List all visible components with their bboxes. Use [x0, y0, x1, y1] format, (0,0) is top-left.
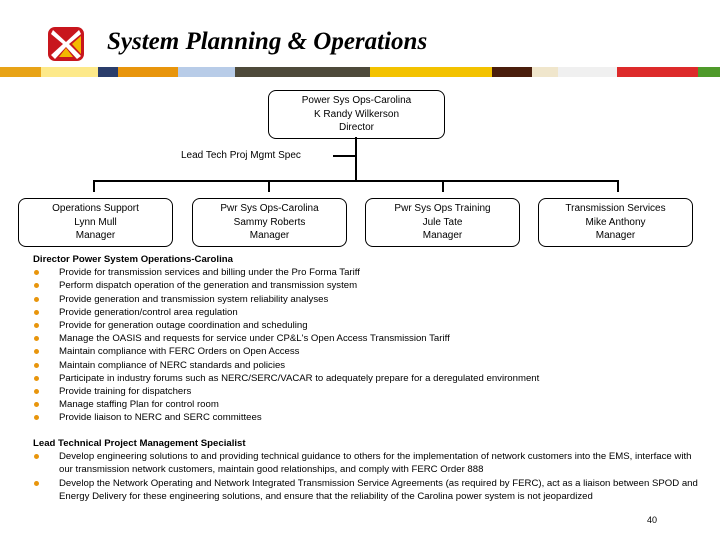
color-bar-segment: [41, 67, 98, 77]
page-title: System Planning & Operations: [107, 28, 428, 55]
bullet-item: Provide generation/control area regulation: [33, 306, 698, 319]
bullet-item: Provide generation and transmission system reliability analyses: [33, 293, 698, 306]
org-box-director: [268, 90, 445, 139]
color-bar-segment: [558, 67, 617, 77]
bullet-item: Maintain compliance of NERC standards and policies: [33, 359, 698, 372]
connector-line: [268, 180, 270, 192]
org-box-line: Lynn Mull: [74, 216, 117, 228]
connector-line: [333, 155, 356, 157]
bullet-item: Provide liaison to NERC and SERC committees: [33, 411, 698, 424]
org-box-line: Transmission Services: [565, 203, 666, 215]
section-heading: Lead Technical Project Management Specialist: [33, 438, 246, 449]
org-box-line: K Randy Wilkerson: [313, 108, 400, 120]
bullet-item: Perform dispatch operation of the generation and transmission system: [33, 279, 698, 292]
color-bar-segment: [178, 67, 235, 77]
bullet-item: Manage the OASIS and requests for service under CP&L's Open Access Transmission Tariff: [33, 332, 698, 345]
bullet-item: Provide training for dispatchers: [33, 385, 698, 398]
color-bar-segment: [118, 67, 178, 77]
color-bar: [0, 67, 720, 77]
color-bar-segment: [698, 67, 720, 77]
bullet-item: Participate in industry forums such as NERC/SERC/VACAR to adequately prepare for a deregulated environment: [33, 372, 698, 385]
org-box-line: Manager: [422, 230, 463, 242]
connector-line: [93, 180, 619, 182]
org-box-manager: [365, 198, 520, 247]
color-bar-segment: [0, 67, 41, 77]
section-heading: Director Power System Operations-Carolina: [33, 254, 233, 265]
org-box-manager: [538, 198, 693, 247]
bullet-item: Develop the Network Operating and Network Integrated Transmission Service Agreements (as required by FERC), act as a liaison between SPOD and Energy Delivery for these engineering solutions, and ensure that the reliability of the Carolina power system is not jeopardized: [33, 477, 698, 503]
director-section: [33, 253, 698, 425]
connector-line: [617, 180, 619, 192]
connector-line: [93, 180, 95, 192]
org-box-line: Power Sys Ops-Carolina: [301, 95, 412, 107]
org-box-manager: [18, 198, 173, 247]
color-bar-segment: [235, 67, 370, 77]
org-box-line: Mike Anthony: [585, 216, 646, 228]
org-box-line: Manager: [75, 230, 116, 242]
org-box-line: Pwr Sys Ops-Carolina: [220, 203, 319, 215]
bullet-item: Develop engineering solutions to and providing technical guidance to others for the implementation of network customers into the EMS, interface with our transmission network customers, maintain good relationships, and comply with FERC Order 888: [33, 450, 698, 476]
bullet-item: Provide for transmission services and billing under the Pro Forma Tariff: [33, 266, 698, 279]
connector-line: [355, 137, 357, 182]
org-box-line: Pwr Sys Ops Training: [394, 203, 491, 215]
org-box-line: Sammy Roberts: [233, 216, 306, 228]
org-box-line: Jule Tate: [422, 216, 463, 228]
org-box-line: Operations Support: [52, 203, 139, 215]
lead-spec-section: [33, 437, 698, 503]
color-bar-segment: [617, 67, 698, 77]
staff-position: Lead Tech Proj Mgmt Spec: [181, 150, 301, 161]
org-box-line: Director: [338, 122, 374, 134]
org-box-manager: [192, 198, 347, 247]
bullet-item: Provide for generation outage coordination and scheduling: [33, 319, 698, 332]
color-bar-segment: [492, 67, 532, 77]
bullet-item: Manage staffing Plan for control room: [33, 398, 698, 411]
org-box-line: Manager: [595, 230, 636, 242]
color-bar-segment: [98, 67, 118, 77]
color-bar-segment: [532, 67, 558, 77]
company-logo: [47, 26, 85, 62]
connector-line: [442, 180, 444, 192]
page-number: 40: [647, 515, 658, 525]
org-box-line: Manager: [249, 230, 290, 242]
bullet-item: Maintain compliance with FERC Orders on Open Access: [33, 345, 698, 358]
color-bar-segment: [370, 67, 492, 77]
